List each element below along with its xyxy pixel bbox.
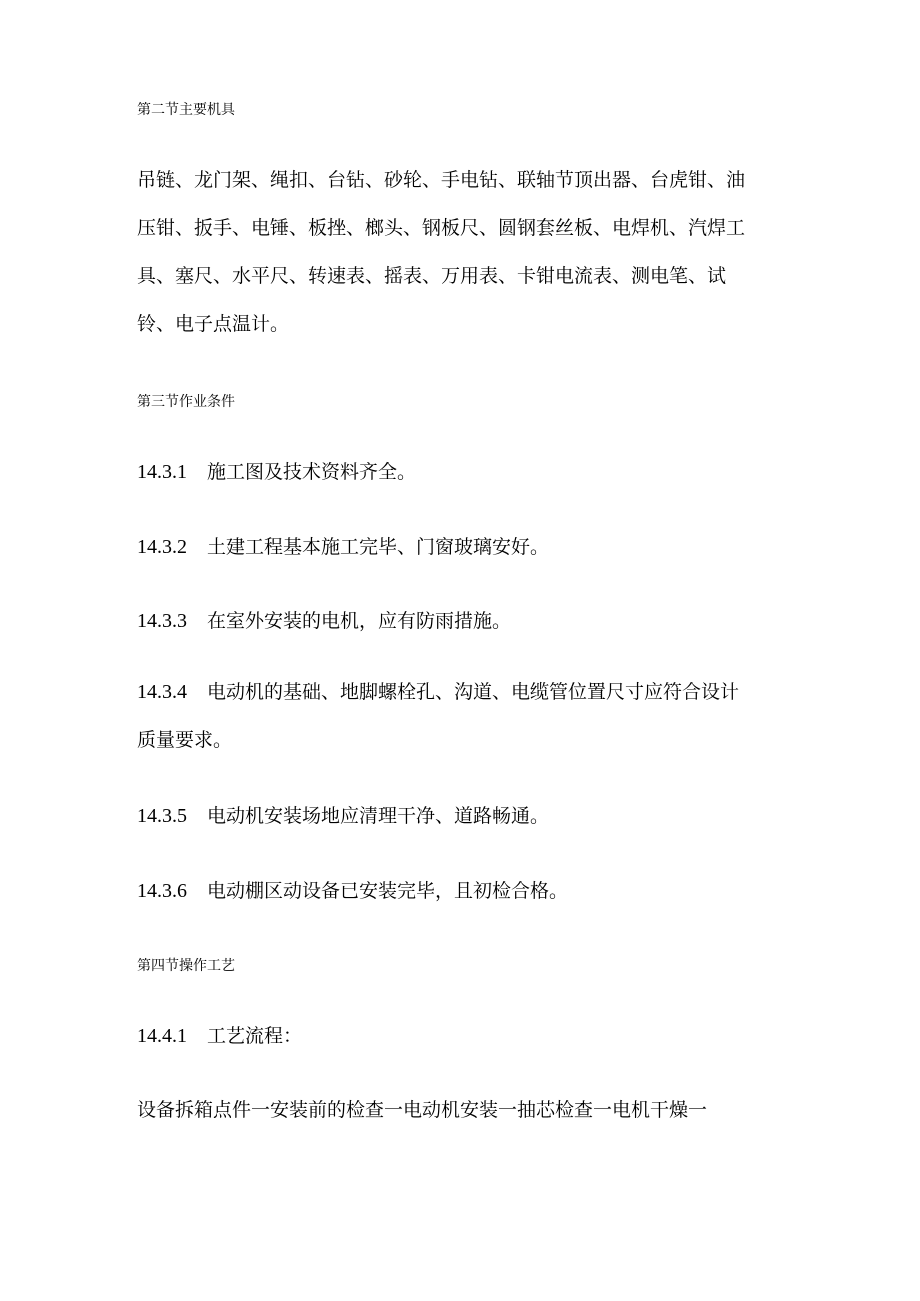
item-text: 电动机的基础、地脚螺栓孔、沟道、电缆管位置尺寸应符合设计	[207, 681, 740, 703]
item-text: 电动棚区动设备已安装完毕，且初检合格。	[207, 880, 569, 902]
section-heading-process: 第四节操作工艺	[137, 958, 235, 974]
item-number: 14.3.3	[137, 610, 187, 632]
tools-line: 吊链、龙门架、绳扣、台钻、砂轮、手电钻、联轴节顶出器、台虎钳、油	[137, 169, 746, 191]
section-heading-tools: 第二节主要机具	[137, 102, 235, 118]
item-number: 14.3.2	[137, 536, 187, 558]
item-number: 14.4.1	[137, 1025, 187, 1047]
tools-line: 压钳、扳手、电锤、板挫、榔头、钢板尺、圆钢套丝板、电焊机、汽焊工	[137, 217, 746, 239]
tools-line: 具、塞尺、水平尺、转速表、摇表、万用表、卡钳电流表、测电笔、试	[137, 265, 727, 287]
item-number: 14.3.5	[137, 805, 187, 827]
item-number: 14.3.4	[137, 681, 187, 703]
tools-line: 铃、电子点温计。	[137, 313, 290, 335]
process-item	[137, 1012, 787, 1060]
section-heading-conditions: 第三节作业条件	[137, 394, 235, 410]
item-text: 工艺流程：	[207, 1025, 303, 1047]
flow-text: 设备拆箱点件一安装前的检查一电动机安装一抽芯检查一电机干燥一	[137, 1099, 708, 1121]
condition-item	[137, 523, 787, 571]
condition-item	[137, 668, 787, 764]
item-text: 施工图及技术资料齐全。	[207, 461, 417, 483]
item-text: 土建工程基本施工完毕、门窗玻璃安好。	[207, 536, 550, 558]
item-number: 14.3.6	[137, 880, 187, 902]
item-text: 电动机安装场地应清理干净、道路畅通。	[207, 805, 550, 827]
condition-item	[137, 448, 787, 496]
item-text-continuation: 质量要求。	[137, 729, 233, 751]
condition-item	[137, 597, 787, 645]
item-number: 14.3.1	[137, 461, 187, 483]
tools-paragraph	[137, 156, 787, 348]
condition-item	[137, 792, 787, 840]
process-flow-line	[137, 1086, 787, 1134]
item-text: 在室外安装的电机，应有防雨措施。	[207, 610, 512, 632]
condition-item	[137, 867, 787, 915]
